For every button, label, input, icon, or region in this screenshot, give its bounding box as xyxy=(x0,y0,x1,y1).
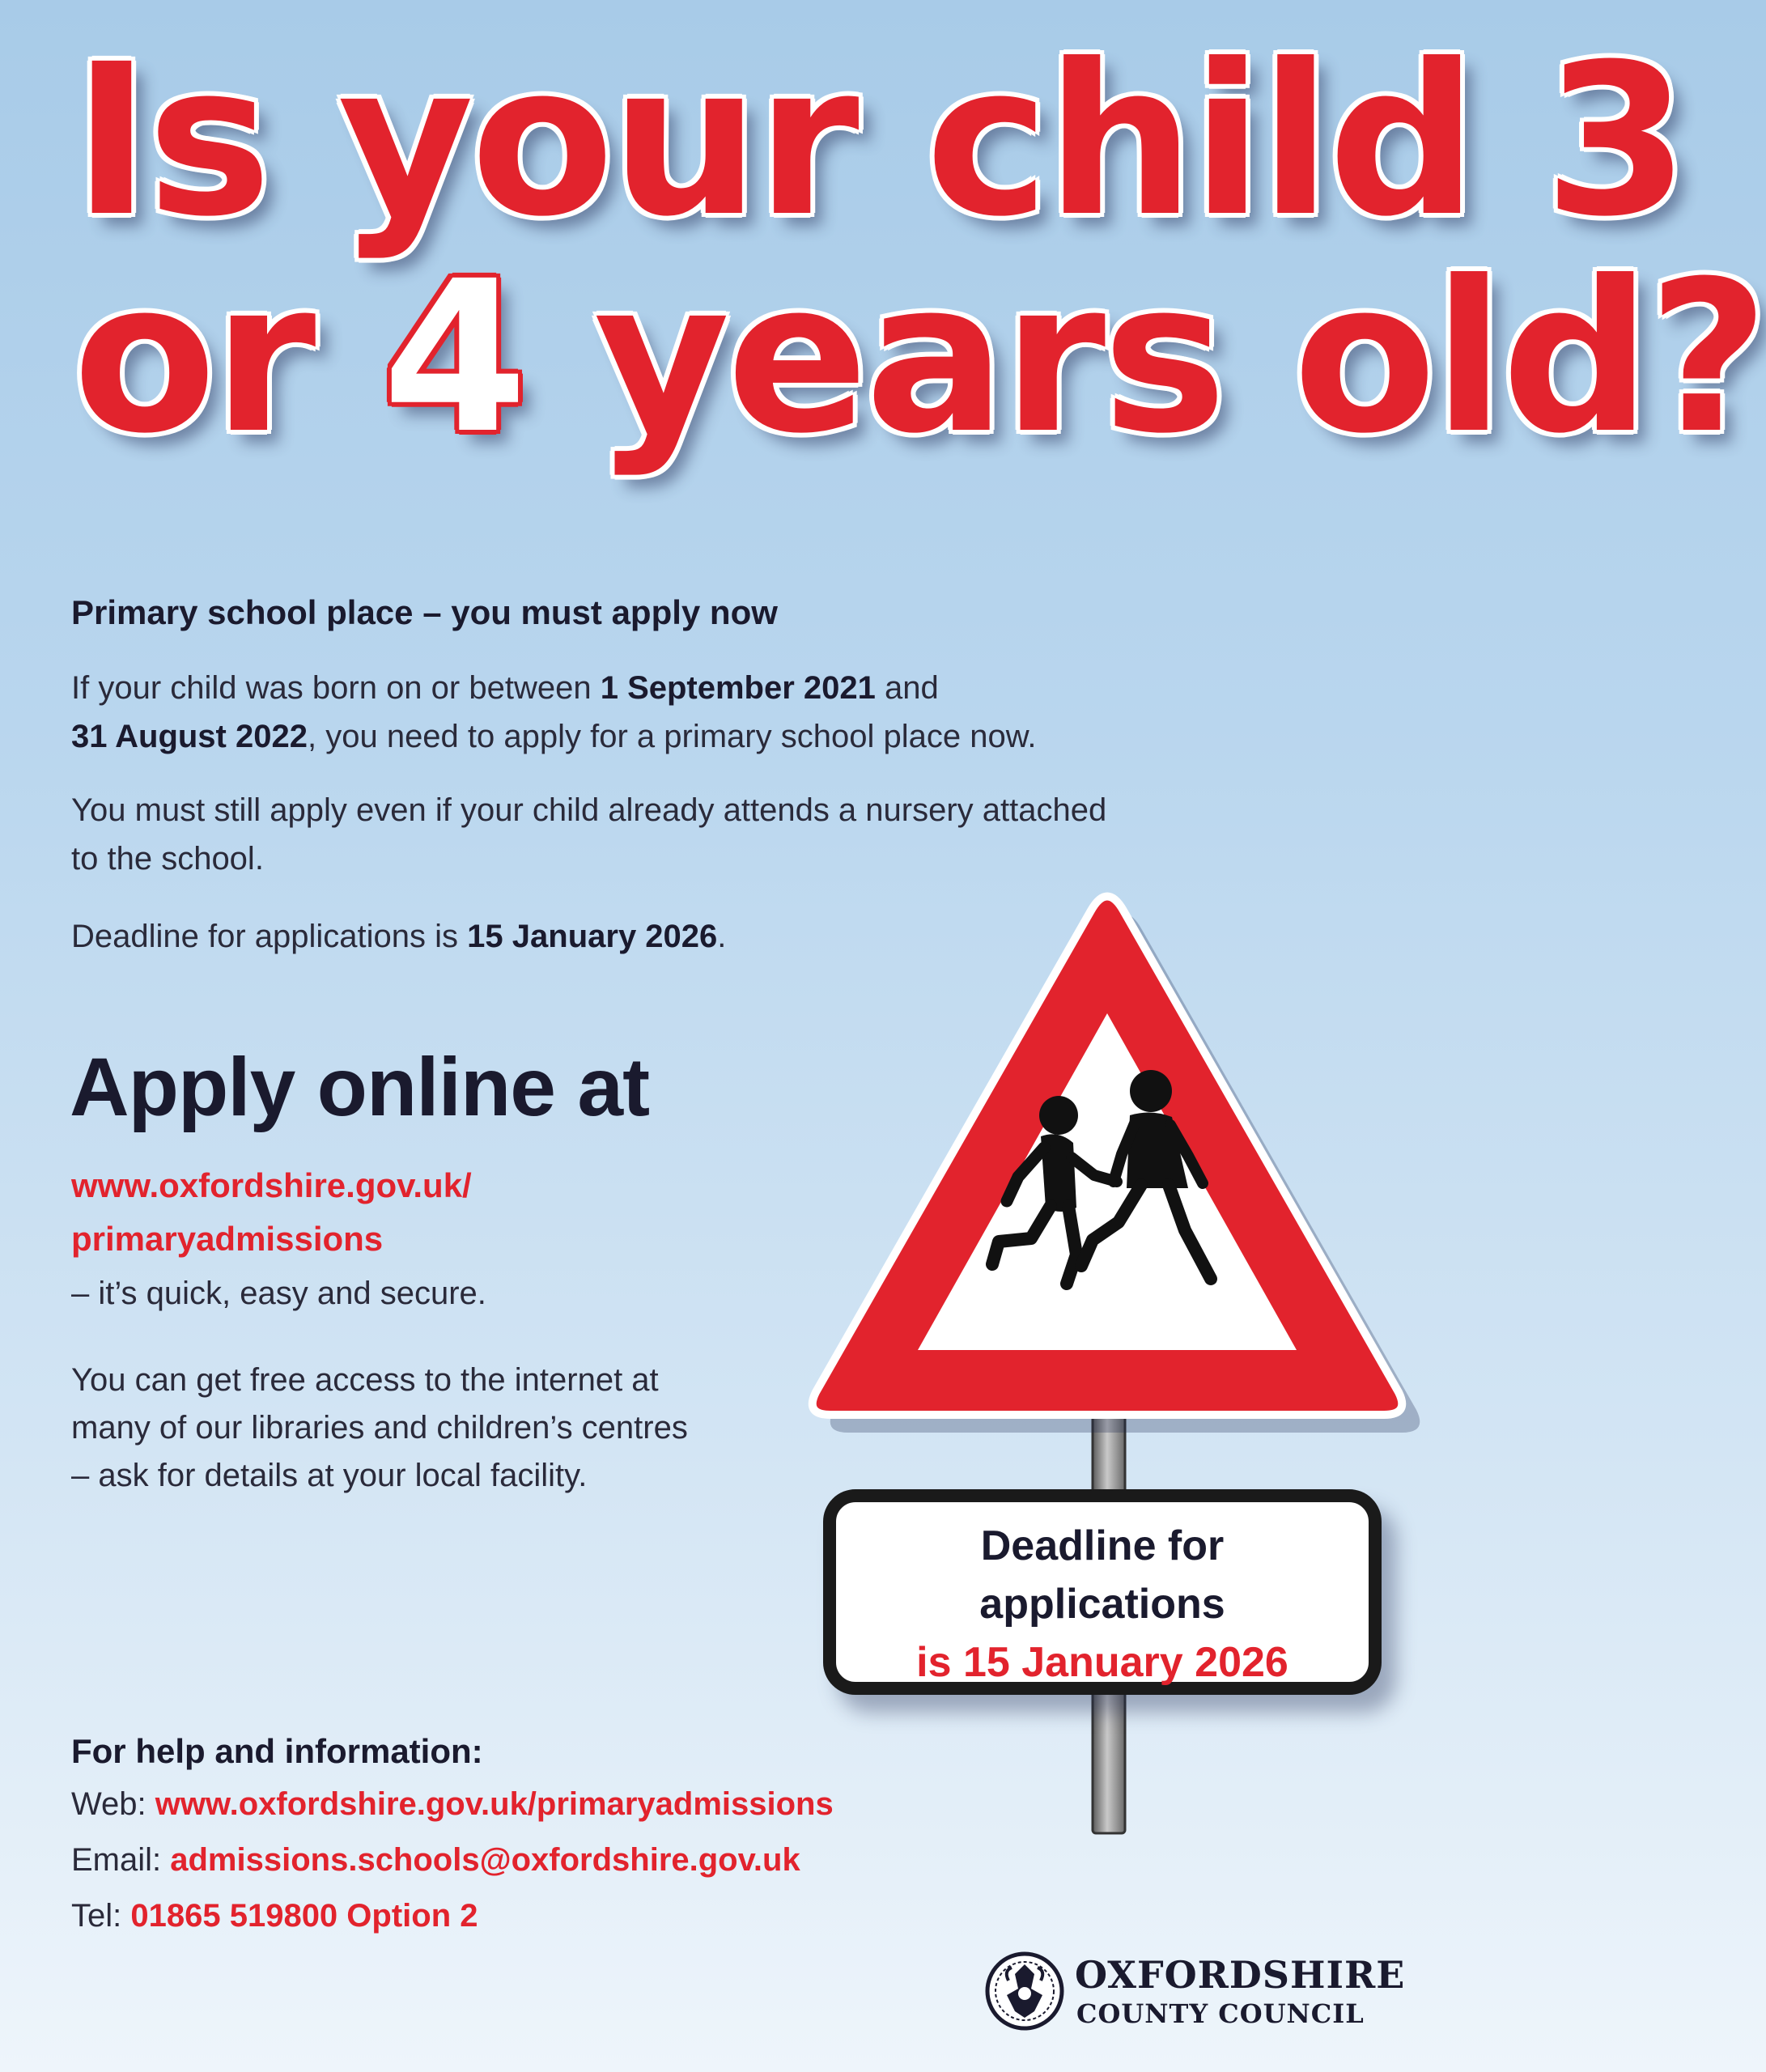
tel-link[interactable]: 01865 519800 Option 2 xyxy=(130,1898,478,1934)
apply-url-line-1[interactable]: www.oxfordshire.gov.uk/ xyxy=(71,1166,472,1204)
deadline-text: Deadline for applications is xyxy=(71,919,468,954)
nursery-paragraph: You must still apply even if your child already attends a nursery attached to the school. xyxy=(71,792,1107,877)
headline-line-2 xyxy=(73,236,1766,480)
email-label: Email: xyxy=(71,1842,171,1878)
board-line-3: is 15 January 2026 xyxy=(916,1639,1288,1686)
tel-label: Tel: xyxy=(71,1898,131,1934)
web-label: Web: xyxy=(71,1786,155,1822)
web-link[interactable]: www.oxfordshire.gov.uk/primaryadmissions xyxy=(155,1786,834,1822)
access-line-2: many of our libraries and children’s centres xyxy=(71,1410,688,1446)
logo-name: OXFORDSHIRE xyxy=(1075,1953,1406,1997)
help-title: For help and information: xyxy=(71,1732,483,1770)
apply-url-line-2[interactable]: primaryadmissions xyxy=(71,1220,384,1258)
headline-number-four: 4 xyxy=(382,236,524,480)
council-logo xyxy=(984,1947,1405,2036)
apply-online-heading: Apply online at xyxy=(70,1041,650,1133)
eligibility-paragraph xyxy=(71,664,1220,761)
logo-subtitle: COUNTY COUNCIL xyxy=(1076,1998,1365,2029)
council-crest-icon xyxy=(984,1947,1065,2036)
headline-line-1: Is your child 3 xyxy=(73,19,1687,262)
email-link[interactable]: admissions.schools@oxfordshire.gov.uk xyxy=(170,1842,800,1878)
help-web-row xyxy=(71,1786,834,1823)
date-end: 31 August 2022 xyxy=(71,719,308,754)
eligibility-text-2: and xyxy=(875,670,939,706)
deadline-board xyxy=(823,1489,1382,1695)
board-line-2: applications xyxy=(979,1581,1225,1628)
headline xyxy=(73,19,1766,480)
access-line-1: You can get free access to the internet at xyxy=(71,1362,659,1398)
headline-years-old: years old? xyxy=(524,236,1766,480)
eligibility-text-3: , you need to apply for a primary school place now. xyxy=(307,719,1037,754)
board-line-1: Deadline for xyxy=(980,1522,1225,1569)
deadline-date: 15 January 2026 xyxy=(467,919,718,954)
eligibility-text-1: If your child was born on or between xyxy=(71,670,601,706)
help-tel-row xyxy=(71,1898,478,1934)
access-line-3: – ask for details at your local facility. xyxy=(71,1458,588,1493)
help-email-row xyxy=(71,1842,800,1879)
apply-tagline: – it’s quick, easy and secure. xyxy=(71,1276,486,1311)
date-start: 1 September 2021 xyxy=(600,670,876,706)
subheading: Primary school place – you must apply now xyxy=(71,593,778,631)
deadline-period: . xyxy=(717,919,727,954)
headline-or: or xyxy=(73,236,383,480)
